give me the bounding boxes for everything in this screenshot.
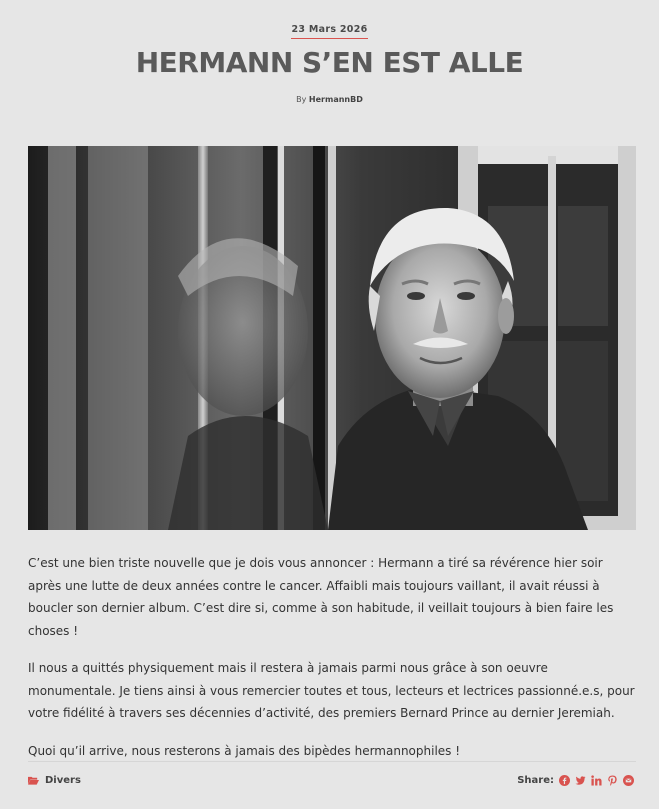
post-category[interactable] xyxy=(28,775,81,786)
folder-open-icon xyxy=(28,775,39,786)
footer-divider xyxy=(28,761,636,762)
author-link[interactable]: HermannBD xyxy=(308,95,363,104)
post-title: HERMANN S’EN EST ALLE xyxy=(135,46,524,79)
paragraph-1: C’est une bien triste nouvelle que je dois vous annoncer : Hermann a tiré sa révérence hier soir après une lutte de deux années contre le cancer. Affaibli mais toujours vaillant, il avait réussi à boucler son dernier album. C’est dire si, comme à son habitude, il veillait toujours à bien faire les choses ! xyxy=(28,556,614,638)
twitter-icon[interactable] xyxy=(575,775,586,786)
paragraph-2: Il nous a quittés physiquement mais il restera à jamais parmi nous grâce à son oeuvre monumentale. Je tiens ainsi à vous remercier toutes et tous, lecteurs et lectrices passionné.e.s, pour votre fidélité à travers ses décennies d’activité, des premiers Bernard Prince au dernier Jeremiah. xyxy=(28,661,635,720)
share-label: Share: xyxy=(517,775,554,786)
category-link[interactable]: Divers xyxy=(45,775,81,786)
author-prefix: By xyxy=(296,95,307,104)
post-date xyxy=(0,17,659,39)
featured-image xyxy=(28,146,636,530)
portrait-photo xyxy=(28,146,636,530)
facebook-icon[interactable] xyxy=(559,775,570,786)
post-date-text: 23 Mars 2026 xyxy=(291,24,367,39)
paragraph-3: Quoi qu’il arrive, nous resterons à jamais des bipèdes hermannophiles ! xyxy=(28,743,461,758)
email-icon[interactable] xyxy=(623,775,634,786)
post-author xyxy=(0,95,659,104)
linkedin-icon[interactable] xyxy=(591,775,602,786)
share-bar xyxy=(517,775,634,786)
post-content xyxy=(28,552,636,777)
pinterest-icon[interactable] xyxy=(607,775,618,786)
